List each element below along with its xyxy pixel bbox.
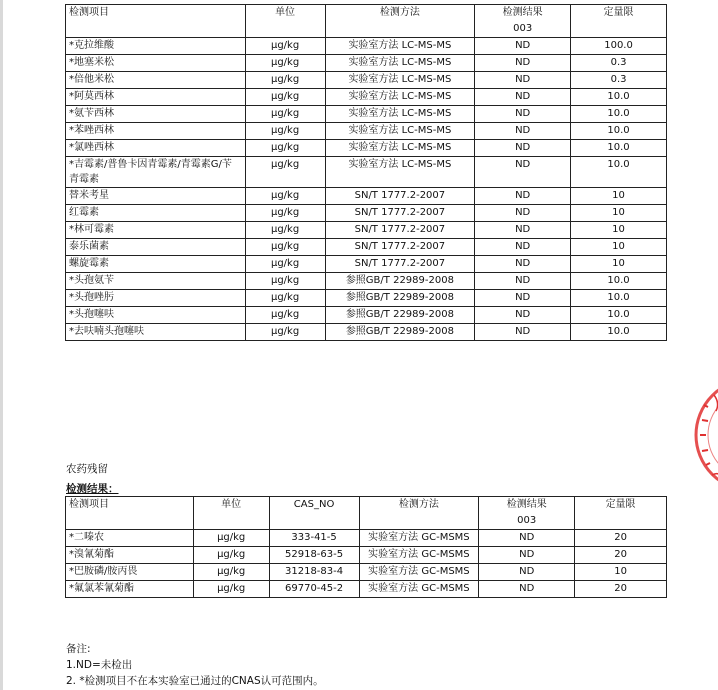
table-cell: μg/kg (245, 72, 325, 89)
table-cell: 红霉素 (66, 205, 246, 222)
table-row (66, 188, 667, 205)
table-cell: 实验室方法 LC-MS-MS (325, 157, 475, 188)
table-cell: 0.3 (571, 55, 667, 72)
table-cell: ND (475, 324, 571, 341)
table-cell: *氟氯苯氰菊酯 (66, 581, 194, 598)
header-method: 检测方法 (325, 5, 475, 38)
table-cell: *头孢噻呋 (66, 307, 246, 324)
table-cell: 螺旋霉素 (66, 256, 246, 273)
table-row (66, 55, 667, 72)
table-cell: μg/kg (245, 290, 325, 307)
table-cell: 52918-63-5 (269, 547, 359, 564)
table-cell: ND (475, 256, 571, 273)
veterinary-drug-results-table (65, 4, 667, 341)
table-cell: 参照GB/T 22989-2008 (325, 273, 475, 290)
header-unit: 单位 (193, 497, 269, 530)
table-cell: 替米考星 (66, 188, 246, 205)
table-cell: 20 (575, 547, 667, 564)
header-unit: 单位 (245, 5, 325, 38)
table-cell: μg/kg (245, 273, 325, 290)
header-result: 检测结果 003 (475, 5, 571, 38)
table-cell: μg/kg (245, 307, 325, 324)
table-cell: μg/kg (245, 205, 325, 222)
table-row (66, 157, 667, 188)
table-row (66, 89, 667, 106)
table-cell: ND (475, 38, 571, 55)
table-cell: 31218-83-4 (269, 564, 359, 581)
pesticide-results-table (65, 496, 667, 598)
table-cell: ND (479, 564, 575, 581)
table-cell: ND (479, 547, 575, 564)
table-cell: *头孢唑肟 (66, 290, 246, 307)
page-left-edge (0, 0, 3, 690)
table-cell: ND (475, 273, 571, 290)
table-cell: ND (475, 205, 571, 222)
table-cell: ND (475, 157, 571, 188)
table-row (66, 256, 667, 273)
table-cell: *头孢氨苄 (66, 273, 246, 290)
table-cell: *吉霉素/普鲁卡因青霉素/青霉素G/苄青霉素 (66, 157, 246, 188)
table-cell: ND (475, 55, 571, 72)
table-cell: μg/kg (245, 256, 325, 273)
table-cell: 10.0 (571, 106, 667, 123)
table-row (66, 123, 667, 140)
table-cell: 泰乐菌素 (66, 239, 246, 256)
table-cell: *苯唑西林 (66, 123, 246, 140)
table-header-row (66, 5, 667, 38)
table-cell: SN/T 1777.2-2007 (325, 222, 475, 239)
table-cell: 参照GB/T 22989-2008 (325, 324, 475, 341)
table-cell: ND (475, 72, 571, 89)
table-cell: ND (475, 140, 571, 157)
table-row (66, 222, 667, 239)
table-cell: 实验室方法 LC-MS-MS (325, 106, 475, 123)
notes-line-2: 2. *检测项目不在本实验室已通过的CNAS认可范围内。 (66, 675, 324, 687)
table-cell: 实验室方法 GC-MSMS (359, 530, 479, 547)
table-body (66, 530, 667, 598)
table-row (66, 140, 667, 157)
table-cell: SN/T 1777.2-2007 (325, 239, 475, 256)
table-cell: *倍他米松 (66, 72, 246, 89)
header-loq: 定量限 (571, 5, 667, 38)
table-cell: ND (475, 106, 571, 123)
table-cell: 实验室方法 LC-MS-MS (325, 38, 475, 55)
table-cell: 实验室方法 LC-MS-MS (325, 72, 475, 89)
table-cell: *溴氰菊酯 (66, 547, 194, 564)
table-cell: 20 (575, 530, 667, 547)
table-row (66, 324, 667, 341)
table-row (66, 547, 667, 564)
header-item: 检测项目 (66, 497, 194, 530)
section-title: 农药残留 (66, 463, 108, 475)
table-cell: μg/kg (245, 106, 325, 123)
table-cell: *阿莫西林 (66, 89, 246, 106)
table-row (66, 273, 667, 290)
table-cell: μg/kg (193, 564, 269, 581)
header-item: 检测项目 (66, 5, 246, 38)
table-cell: μg/kg (193, 581, 269, 598)
table-cell: 333-41-5 (269, 530, 359, 547)
table-cell: 10.0 (571, 123, 667, 140)
table-cell: 100.0 (571, 38, 667, 55)
table-cell: SN/T 1777.2-2007 (325, 256, 475, 273)
table-row (66, 239, 667, 256)
table-cell: *林可霉素 (66, 222, 246, 239)
table-cell: *巴胺磷/胺丙畏 (66, 564, 194, 581)
table-cell: μg/kg (245, 188, 325, 205)
table-cell: *去呋喃头孢噻呋 (66, 324, 246, 341)
notes-title: 备注: (66, 643, 91, 655)
table-cell: μg/kg (245, 140, 325, 157)
seal-stamp-icon (690, 365, 718, 505)
table-cell: μg/kg (245, 239, 325, 256)
table-cell: 10 (571, 256, 667, 273)
table-cell: *地塞米松 (66, 55, 246, 72)
table-cell: 参照GB/T 22989-2008 (325, 307, 475, 324)
table-cell: 实验室方法 GC-MSMS (359, 547, 479, 564)
table-cell: ND (475, 290, 571, 307)
notes-line-1: 1.ND=未检出 (66, 659, 133, 671)
table-cell: SN/T 1777.2-2007 (325, 205, 475, 222)
table-body (66, 38, 667, 341)
header-method: 检测方法 (359, 497, 479, 530)
table-row (66, 581, 667, 598)
table-cell: *二嗪农 (66, 530, 194, 547)
table-cell: μg/kg (193, 530, 269, 547)
table-cell: 20 (575, 581, 667, 598)
table-cell: 10 (571, 222, 667, 239)
table-row (66, 564, 667, 581)
table-cell: 10.0 (571, 290, 667, 307)
table-cell: 69770-45-2 (269, 581, 359, 598)
table-cell: μg/kg (193, 547, 269, 564)
table-cell: μg/kg (245, 222, 325, 239)
table-cell: 10.0 (571, 140, 667, 157)
table-cell: *氨苄西林 (66, 106, 246, 123)
table-row (66, 38, 667, 55)
table-cell: 10.0 (571, 157, 667, 188)
table-cell: ND (475, 222, 571, 239)
table-cell: 实验室方法 LC-MS-MS (325, 55, 475, 72)
table-cell: 实验室方法 GC-MSMS (359, 581, 479, 598)
table-cell: 10.0 (571, 307, 667, 324)
header-cas: CAS_NO (269, 497, 359, 530)
table-cell: ND (475, 89, 571, 106)
table-cell: SN/T 1777.2-2007 (325, 188, 475, 205)
table-cell: 10 (571, 188, 667, 205)
table-cell: ND (479, 581, 575, 598)
table-cell: μg/kg (245, 123, 325, 140)
table-cell: *氯唑西林 (66, 140, 246, 157)
table-cell: ND (479, 530, 575, 547)
table-cell: 10.0 (571, 324, 667, 341)
table-cell: 实验室方法 LC-MS-MS (325, 140, 475, 157)
table-cell: ND (475, 239, 571, 256)
table-cell: 10 (571, 205, 667, 222)
table-cell: μg/kg (245, 89, 325, 106)
table-cell: ND (475, 188, 571, 205)
table-row (66, 530, 667, 547)
header-loq: 定量限 (575, 497, 667, 530)
table-cell: *克拉维酸 (66, 38, 246, 55)
table-cell: 10 (571, 239, 667, 256)
table-row (66, 307, 667, 324)
table-cell: μg/kg (245, 55, 325, 72)
table-cell: 实验室方法 LC-MS-MS (325, 89, 475, 106)
table-cell: μg/kg (245, 157, 325, 188)
table-row (66, 290, 667, 307)
table-cell: μg/kg (245, 38, 325, 55)
table-cell: ND (475, 123, 571, 140)
table-cell: 实验室方法 GC-MSMS (359, 564, 479, 581)
notes (66, 641, 324, 689)
table-row (66, 106, 667, 123)
table-row (66, 205, 667, 222)
table-cell: 10.0 (571, 89, 667, 106)
table-cell: 10.0 (571, 273, 667, 290)
table-row (66, 72, 667, 89)
table-cell: 参照GB/T 22989-2008 (325, 290, 475, 307)
table-header-row (66, 497, 667, 530)
table-cell: 实验室方法 LC-MS-MS (325, 123, 475, 140)
header-result: 检测结果 003 (479, 497, 575, 530)
table-cell: μg/kg (245, 324, 325, 341)
table-cell: 0.3 (571, 72, 667, 89)
result-label: 检测结果： (66, 483, 119, 495)
table-cell: ND (475, 307, 571, 324)
table-cell: 10 (575, 564, 667, 581)
